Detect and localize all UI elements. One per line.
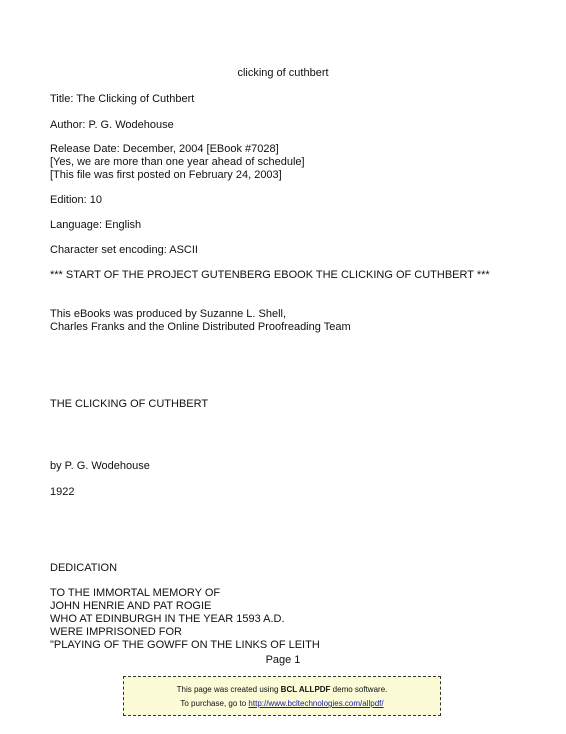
produced-by-line-1: This eBooks was produced by Suzanne L. Shell, xyxy=(50,308,287,320)
purchase-link[interactable]: http://www.bcltechnologies.com/allpdf/ xyxy=(248,699,384,708)
charset-line: Character set encoding: ASCII xyxy=(50,244,198,256)
dedication-line-5: "PLAYING OF THE GOWFF ON THE LINKS OF LEITH xyxy=(50,639,320,651)
demo-notice-purchase-text: To purchase, go to xyxy=(180,699,249,708)
demo-software-notice xyxy=(123,676,441,716)
produced-by-line-2: Charles Franks and the Online Distributed Proofreading Team xyxy=(50,321,351,333)
edition-line: Edition: 10 xyxy=(50,194,102,206)
demo-notice-prefix: This page was created using xyxy=(176,685,281,694)
demo-notice-suffix: demo software. xyxy=(330,685,388,694)
byline: by P. G. Wodehouse xyxy=(50,460,150,472)
language-line: Language: English xyxy=(50,219,142,231)
page-number: Page 1 xyxy=(265,654,301,666)
title-line: Title: The Clicking of Cuthbert xyxy=(50,93,195,105)
dedication-line-3: WHO AT EDINBURGH IN THE YEAR 1593 A.D. xyxy=(50,613,285,625)
publication-year: 1922 xyxy=(50,486,75,498)
book-title: THE CLICKING OF CUTHBERT xyxy=(50,398,209,410)
first-posted-line: [This file was first posted on February 24, 2003] xyxy=(50,169,282,181)
dedication-line-1: TO THE IMMORTAL MEMORY OF xyxy=(50,587,221,599)
release-date-line: Release Date: December, 2004 [EBook #7028] xyxy=(50,143,279,155)
page-header: clicking of cuthbert xyxy=(237,67,329,79)
author-line: Author: P. G. Wodehouse xyxy=(50,119,174,131)
dedication-line-2: JOHN HENRIE AND PAT ROGIE xyxy=(50,600,212,612)
start-marker-line: *** START OF THE PROJECT GUTENBERG EBOOK THE CLICKING OF CUTHBERT *** xyxy=(50,269,490,281)
schedule-note-line: [Yes, we are more than one year ahead of schedule] xyxy=(50,156,305,168)
demo-notice-product-name: BCL ALLPDF xyxy=(280,685,331,694)
demo-notice-line-2 xyxy=(124,697,440,711)
dedication-heading: DEDICATION xyxy=(50,562,118,574)
demo-notice-line-1 xyxy=(124,683,440,697)
dedication-line-4: WERE IMPRISONED FOR xyxy=(50,626,183,638)
